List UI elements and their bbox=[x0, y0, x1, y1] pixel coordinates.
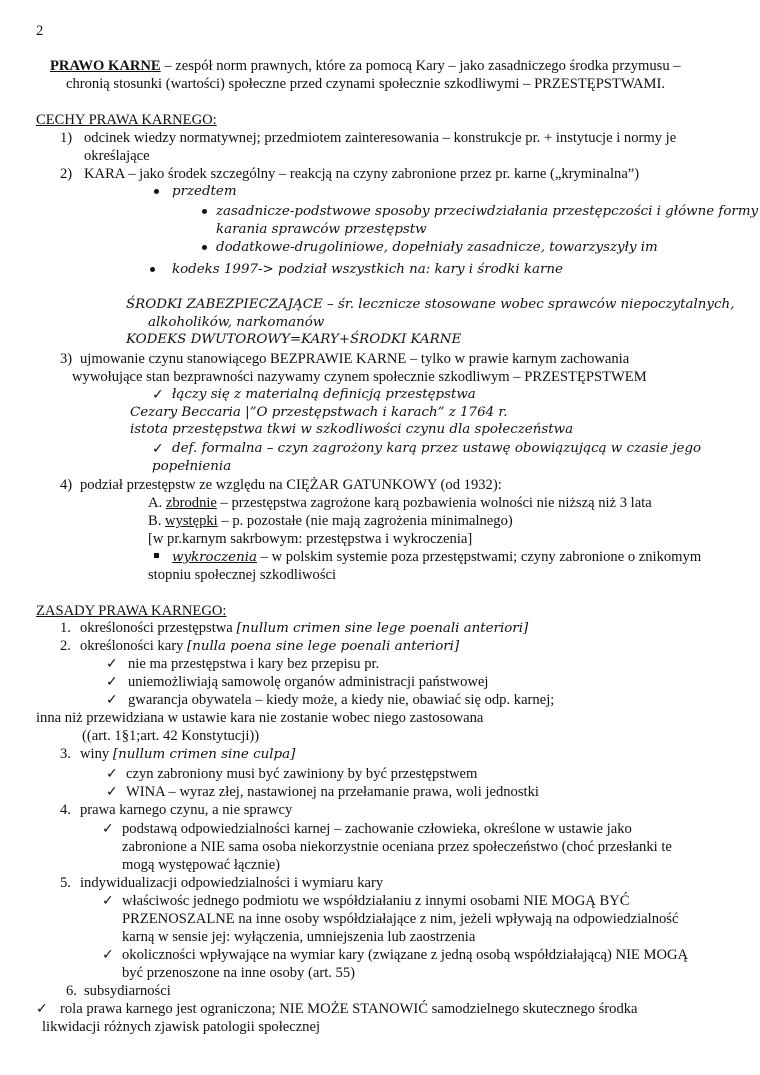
cechy-item-3-text: ujmowanie czynu stanowiącego BEZPRAWIE KARNE – tylko w prawie karnym zachowania bbox=[80, 351, 630, 367]
zasady-5-check-1: właściwośc jednego podmiotu we współdziałaniu z innymi osobami NIE MOGĄ BYĆ bbox=[122, 893, 630, 909]
zbrodnie-term: zbrodnie bbox=[165, 495, 217, 511]
zasady-1-num: 1. bbox=[60, 620, 71, 636]
wystepki-line bbox=[148, 512, 513, 530]
zasady-4-check-1: podstawą odpowiedzialności karnej – zachowanie człowieka, określone w ustawie jako bbox=[122, 821, 632, 837]
zasady-3-check-2: WINA – wyraz złej, nastawionej na przełamanie prawa, woli jednostki bbox=[126, 784, 539, 800]
istota: istota przestępstwa tkwi w szkodliwości czynu dla społeczeństwa bbox=[130, 422, 574, 437]
bullet-icon bbox=[154, 189, 159, 194]
square-bullet-icon bbox=[154, 553, 159, 558]
cechy-item-4-num: 4) bbox=[60, 477, 73, 493]
cechy-item-1-num: 1) bbox=[60, 130, 73, 146]
zbrodnie-prefix: A. bbox=[148, 495, 166, 511]
bullet-zasadnicze: zasadnicze-podstwowe sposoby przeciwdziałania przestępczości i główne formy bbox=[216, 204, 759, 219]
zasady-1-latin: [nullum crimen sine lege poenali anteriori] bbox=[236, 621, 529, 636]
page-number: 2 bbox=[36, 23, 44, 39]
check-icon: ✓ bbox=[106, 656, 118, 672]
check-icon: ✓ bbox=[152, 387, 164, 403]
check-icon: ✓ bbox=[102, 821, 114, 837]
cechy-item-2-text: KARA – jako środek szczególny – reakcją na czyny zabronione przez pr. karne („kryminalna”) bbox=[84, 166, 640, 182]
cechy-item-1-text-2: określające bbox=[84, 148, 150, 164]
check-icon: ✓ bbox=[36, 1001, 48, 1017]
check-icon: ✓ bbox=[106, 766, 118, 782]
check-laczy: łączy się z materialną definicją przestępstwa bbox=[172, 387, 476, 402]
zasady-5-check-1-3: karną w sensie jej: wyłączenia, umniejszenia lub zaostrzenia bbox=[122, 929, 476, 945]
intro-term: PRAWO KARNE bbox=[50, 58, 161, 74]
wystepki-prefix: B. bbox=[148, 513, 166, 529]
cechy-item-3-num: 3) bbox=[60, 351, 73, 367]
zasady-4-num: 4. bbox=[60, 802, 71, 818]
srodki-zabezpieczajace: ŚRODKI ZABEZPIECZAJĄCE – śr. lecznicze stosowane wobec sprawców niepoczytalnych, bbox=[126, 297, 735, 312]
zasady-6-check-1-2: likwidacji różnych zjawisk patologii społecznej bbox=[42, 1019, 321, 1035]
wykroczenia-text: – w polskim systemie poza przestępstwami; czyny zabronione o znikomym bbox=[256, 549, 702, 565]
bullet-icon bbox=[150, 267, 155, 272]
bullet-icon bbox=[202, 209, 207, 214]
zasady-6-text: subsydiarności bbox=[84, 983, 171, 999]
zasady-3-text: winy bbox=[80, 746, 113, 762]
kodeks-dwutorowy: KODEKS DWUTOROWY=KARY+ŚRODKI KARNE bbox=[126, 332, 462, 347]
cechy-item-3-text-2: wywołujące stan bezprawności nazywamy czynem społecznie szkodliwym – PRZESTĘPSTWEM bbox=[72, 369, 647, 385]
check-def-formalna: def. formalna – czyn zagrożony karą przez ustawę obowiązującą w czasie jego bbox=[172, 441, 702, 456]
zasady-4-check-1-2: zabronione a NIE sama osoba niekorzystnie oceniana przez społeczeństwo (choć przesłanki te bbox=[122, 839, 672, 855]
check-icon: ✓ bbox=[102, 947, 114, 963]
zasady-5-check-1-2: PRZENOSZALNE na inne osoby współdziałające z nim, jeżeli wpływają na odpowiedzialność bbox=[122, 911, 679, 927]
zasady-4-text: prawa karnego czynu, a nie sprawcy bbox=[80, 802, 293, 818]
check-icon: ✓ bbox=[152, 441, 164, 457]
zasady-3-check-1: czyn zabroniony musi być zawiniony by być przestępstwem bbox=[126, 766, 478, 782]
bracket-note: [w pr.karnym sakrbowym: przestępstwa i wykroczenia] bbox=[148, 531, 473, 547]
wystepki-term: występki bbox=[165, 513, 218, 529]
cechy-item-1-text: odcinek wiedzy normatywnej; przedmiotem zainteresowania – konstrukcje pr. + instytucje i normy je bbox=[84, 130, 677, 146]
srodki-zabezpieczajace-2: alkoholików, narkomanów bbox=[148, 315, 325, 330]
check-icon: ✓ bbox=[106, 692, 118, 708]
wykroczenia-term: wykroczenia bbox=[172, 550, 257, 565]
wykroczenia-line bbox=[172, 548, 701, 567]
bullet-zasadnicze-2: karania sprawców przestępstw bbox=[216, 222, 427, 237]
check-icon: ✓ bbox=[106, 784, 118, 800]
check-icon: ✓ bbox=[102, 893, 114, 909]
cechy-heading: CECHY PRAWA KARNEGO: bbox=[36, 112, 217, 128]
zasady-2-check-3: gwarancja obywatela – kiedy może, a kiedy nie, obawiać się odp. karnej; bbox=[128, 692, 555, 708]
zasady-2-text: określoności kary bbox=[80, 638, 187, 654]
zasady-3-latin: [nullum crimen sine culpa] bbox=[112, 747, 296, 762]
beccaria: Cezary Beccaria |”O przestępstwach i karach” z 1764 r. bbox=[130, 405, 508, 420]
zasady-2-check-1: nie ma przestępstwa i kary bez przepisu pr. bbox=[128, 656, 380, 672]
zasady-6-num: 6. bbox=[66, 983, 77, 999]
zasady-2-latin: [nulla poena sine lege poenali anteriori] bbox=[187, 639, 460, 654]
zasady-1-line bbox=[80, 619, 528, 638]
zasady-4-check-1-3: mogą występować łącznie) bbox=[122, 857, 281, 873]
zasady-2-check-3-2: inna niż przewidziana w ustawie kara nie zostanie wobec niego zastosowana bbox=[36, 710, 484, 726]
zbrodnie-line bbox=[148, 494, 652, 512]
zasady-5-num: 5. bbox=[60, 875, 71, 891]
zasady-2-num: 2. bbox=[60, 638, 71, 654]
zasady-5-check-2: okoliczności wpływające na wymiar kary (związane z jedną osobą współdziałającą) NIE MOGĄ bbox=[122, 947, 689, 963]
zasady-3-num: 3. bbox=[60, 746, 71, 762]
zasady-2-check-2: uniemożliwiają samowolę organów administracji państwowej bbox=[128, 674, 489, 690]
zasady-1-text: określoności przestępstwa bbox=[80, 620, 237, 636]
bullet-kodeks: kodeks 1997-> podział wszystkich na: kary i środki karne bbox=[172, 262, 563, 277]
zasady-heading: ZASADY PRAWA KARNEGO: bbox=[36, 603, 227, 619]
wykroczenia-line-2: stopniu społecznej szkodliwości bbox=[148, 567, 337, 583]
zasady-2-line bbox=[80, 637, 459, 656]
wystepki-text: – p. pozostałe (nie mają zagrożenia minimalnego) bbox=[217, 513, 513, 529]
cechy-item-2-num: 2) bbox=[60, 166, 73, 182]
zasady-5-check-2-2: być przenoszone na inne osoby (art. 55) bbox=[122, 965, 356, 981]
zasady-3-line bbox=[80, 745, 295, 764]
bullet-dodatkowe: dodatkowe-drugoliniowe, dopełniały zasadnicze, towarzyszyły im bbox=[216, 240, 658, 255]
zasady-5-text: indywidualizacji odpowiedzialności i wymiaru kary bbox=[80, 875, 384, 891]
intro-line-2: chronią stosunki (wartości) społeczne przed czynami społecznie szkodliwymi – PRZESTĘPSTWAMI. bbox=[66, 76, 666, 92]
cechy-item-4-text: podział przestępstw ze względu na CIĘŻAR GATUNKOWY (od 1932): bbox=[80, 477, 502, 493]
intro-line-1-text: – zespół norm prawnych, które za pomocą Kary – jako zasadniczego środka przymusu – bbox=[160, 58, 681, 74]
zasady-2-ref: ((art. 1§1;art. 42 Konstytucji)) bbox=[82, 728, 260, 744]
zasady-6-check-1: rola prawa karnego jest ograniczona; NIE MOŻE STANOWIĆ samodzielnego skutecznego środka bbox=[60, 1001, 638, 1017]
zbrodnie-text: – przestępstwa zagrożone karą pozbawienia wolności nie niższą niż 3 lata bbox=[216, 495, 652, 511]
intro-line-1 bbox=[50, 57, 681, 75]
check-icon: ✓ bbox=[106, 674, 118, 690]
bullet-icon bbox=[202, 245, 207, 250]
check-def-formalna-2: popełnienia bbox=[152, 459, 232, 474]
bullet-przedtem: przedtem bbox=[172, 184, 237, 199]
